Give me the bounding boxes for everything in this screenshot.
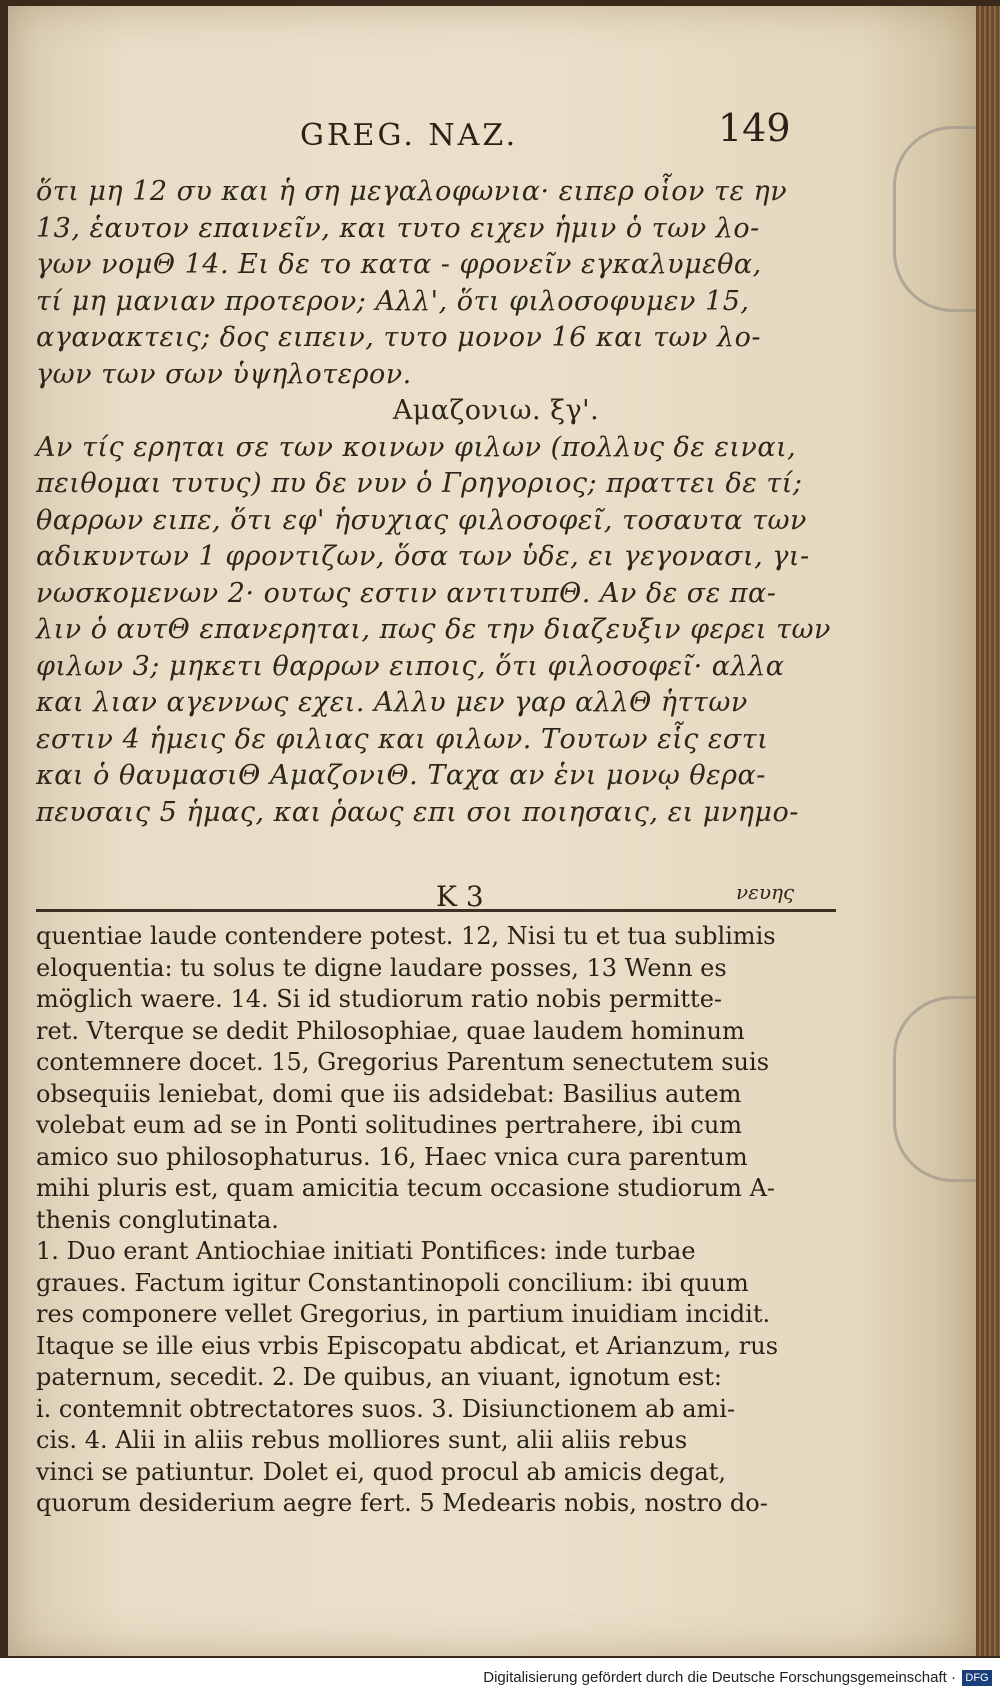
greek-line: νωσκομενων 2· ουτως εστιν αντιτυπΘ. Αν δε σε πα- — [36, 577, 777, 609]
latin-line: vinci se patiuntur. Dolet ei, quod procul ab amicis degat, — [36, 1457, 727, 1486]
greek-line: Αν τίς ερηται σε των κοινων φιλων (πολλυς δε ειναι, — [36, 431, 797, 463]
greek-line: θαρρων ειπε, ὅτι εφ' ἡσυχιας φιλοσοφεῖ, τοσαυτα των — [36, 504, 807, 536]
latin-line: ret. Vterque se dedit Philosophiae, quae laudem hominum — [36, 1016, 745, 1045]
page-header — [8, 106, 978, 166]
latin-line: möglich waere. 14. Si id studiorum ratio nobis permitte- — [36, 985, 723, 1013]
footer-bar — [0, 1658, 1000, 1694]
latin-line: cis. 4. Alii in aliis rebus molliores sunt, alii aliis rebus — [36, 1426, 688, 1454]
greek-line: φιλων 3; μηκετι θαρρων ειποις, ὅτι φιλοσοφεῖ· αλλα — [36, 650, 785, 682]
greek-line: και ὁ θαυμασιΘ ΑμαζονιΘ. Ταχα αν ἑνι μονῳ θερα- — [36, 760, 766, 791]
greek-line: τί μη μανιαν προτερον; Αλλ', ὅτι φιλοσοφυμεν 15, — [36, 285, 750, 317]
greek-line: αγανακτεις; δος ειπειν, τυτο μονον 16 και των λο- — [36, 322, 762, 353]
latin-line: obsequiis leniebat, domi que iis adsidebat: Basilius autem — [36, 1079, 742, 1108]
greek-line: ὅτι μη 12 συ και ἡ ση μεγαλοφωνια· ειπερ οἷον τε ην — [36, 176, 788, 207]
running-title: GREG. NAZ. — [300, 118, 519, 153]
latin-line: i. contemnit obtrectatores suos. 3. Disiunctionem ab ami- — [36, 1394, 736, 1423]
book-page — [8, 6, 978, 1656]
greek-line: λιν ὁ αυτΘ επανερηται, πως δε την διαζευξιν φερει των — [36, 614, 831, 645]
page-number: 149 — [718, 106, 791, 150]
greek-line: πειθομαι τυτυς) πυ δε νυν ὁ Γρηγοριος; πραττει δε τί; — [36, 468, 803, 499]
latin-line: volebat eum ad se in Ponti solitudines pertrahere, ibi cum — [36, 1111, 743, 1139]
latin-notes-block — [36, 921, 836, 1520]
greek-line: γων νομΘ 14. Ει δε το κατα - φρονεῖν εγκαλυμεθα, — [36, 249, 762, 280]
latin-line: graues. Factum igitur Constantinopoli concilium: ibi quum — [36, 1268, 749, 1297]
latin-line: mihi pluris est, quam amicitia tecum occasione studiorum A- — [36, 1174, 776, 1202]
greek-line: εστιν 4 ἡμεις δε φιλιας και φιλων. Τουτων εἷς εστι — [36, 723, 769, 755]
latin-line: contemnere docet. 15, Gregorius Parentum senectutem suis — [36, 1048, 770, 1076]
catchword: νευης — [736, 880, 795, 904]
dfg-logo-icon: DFG — [962, 1670, 992, 1686]
latin-line: thenis conglutinata. — [36, 1205, 279, 1234]
signature-mark: K 3 — [436, 880, 484, 913]
latin-line: res componere vellet Gregorius, in partium inuidiam incidit. — [36, 1300, 771, 1328]
greek-line: πευσαις 5 ἡμας, και ῥαως επι σοι ποιησαις, ει μνημο- — [36, 796, 799, 828]
digitization-credit: Digitalisierung gefördert durch die Deutsche Forschungsgemeinschaft · — [483, 1669, 956, 1686]
latin-line: Itaque se ille eius vrbis Episcopatu abdicat, et Arianzum, rus — [36, 1331, 779, 1360]
latin-line: 1. Duo erant Antiochiae initiati Pontifices: inde turbae — [36, 1237, 696, 1265]
greek-line: και λιαν αγεννως εχει. Αλλυ μεν γαρ αλλΘ ἡττων — [36, 687, 748, 718]
latin-line: quorum desiderium aegre fert. 5 Medearis nobis, nostro do- — [36, 1489, 768, 1517]
latin-line: amico suo philosophaturus. 16, Haec vnica cura parentum — [36, 1142, 748, 1171]
latin-line: eloquentia: tu solus te digne laudare posses, 13 Wenn es — [36, 953, 727, 982]
footnote-rule — [36, 909, 836, 912]
greek-line: γων των σων ὑψηλοτερον. — [36, 358, 412, 390]
section-title: Αμαζονιω. ξγ'. — [392, 395, 600, 426]
page-edge — [976, 6, 1000, 1656]
greek-line: αδικυντων 1 φροντιζων, ὅσα των ὑδε, ει γεγονασι, γι- — [36, 541, 810, 572]
greek-text-block — [36, 174, 836, 831]
greek-line: 13, ἑαυτον επαινεῖν, και τυτο ειχεν ἡμιν ὁ των λο- — [36, 212, 760, 244]
latin-line: paternum, secedit. 2. De quibus, an viuant, ignotum est: — [36, 1363, 722, 1391]
latin-line: quentiae laude contendere potest. 12, Nisi tu et tua sublimis — [36, 922, 776, 950]
page-clip-bottom — [893, 996, 986, 1182]
